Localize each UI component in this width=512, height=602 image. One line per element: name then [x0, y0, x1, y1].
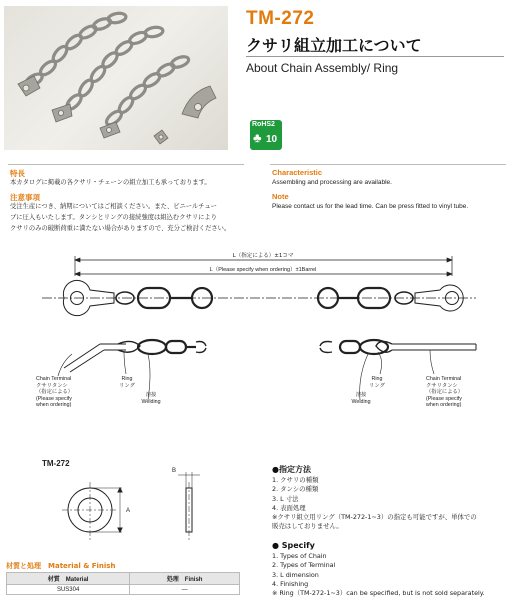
ring-part-svg [40, 462, 290, 552]
notes-heading-en: Note [272, 192, 289, 201]
material-cell: SUS304 [7, 585, 130, 595]
list-item: 3. L 寸法 [272, 494, 299, 503]
product-code: TM-272 [246, 8, 315, 29]
dimension-label-en: L（Please specify when ordering）±1Barrel [209, 267, 317, 273]
assembly-drawing-svg [0, 246, 512, 446]
right-ring-label: Ring リング [369, 376, 385, 389]
rohs-number: 10 [266, 134, 278, 145]
table-row [7, 585, 240, 595]
list-item: 販売はしておりません。 [272, 522, 343, 531]
specify-heading-jp: ●指定方法 [272, 465, 311, 474]
notes-line: 受注生産につき、納期についてはご相談ください。また、ビニールチュー [10, 203, 217, 210]
section-divider-right [270, 164, 506, 165]
title-divider [246, 56, 504, 57]
notes-text-jp [10, 201, 230, 234]
list-item: 2. Types of Terminal [272, 561, 336, 570]
dimension-label-jp: L（指定による）±1コマ [232, 253, 294, 259]
specify-list-jp [272, 476, 477, 532]
page-title-en: About Chain Assembly/ Ring [246, 61, 399, 75]
assembly-drawing [0, 246, 512, 446]
finish-column-header: 処理 Finish [130, 573, 240, 585]
section-divider-left [8, 164, 244, 165]
features-heading-en: Characteristic [272, 168, 323, 177]
material-table [6, 572, 240, 595]
list-item: 1. クサリの種類 [272, 476, 319, 484]
right-terminal-label: Chain Terminal クサリタンシ （指定による） (Please specify when ordering) [426, 376, 464, 408]
features-text-jp: 本カタログに掲載の各クサリ・チェーンの組立加工も承っております。 [10, 179, 211, 186]
list-item: ※クサリ組立用リング（TM-272-1~3）の指定も可能ですが、単体での [272, 513, 477, 522]
leaf-icon: ♣ [253, 130, 262, 145]
ring-part-drawing [40, 462, 290, 552]
product-photo [4, 6, 228, 150]
list-item: 3. L dimension [272, 570, 319, 579]
list-item: 2. タンシの種類 [272, 485, 319, 494]
rohs-label: RoHS2 [252, 121, 275, 128]
list-item: 4. 表面処理 [272, 503, 306, 512]
features-heading-jp: 特長 [10, 169, 25, 178]
left-weld-label: 溶接 Welding [141, 392, 161, 405]
rohs-badge [250, 120, 282, 150]
left-terminal-label: Chain Terminal クサリタンシ （指定による） (Please specify when ordering) [36, 376, 74, 408]
material-section-title: 材質と処理 Material & Finish [6, 562, 116, 570]
notes-line: クサリのみの破断荷重に満たない場合がありますので、充分ご検討ください。 [10, 225, 231, 232]
notes-text-en: Please contact us for the lead time. Can be press fitted to vinyl tube. [272, 203, 469, 210]
chain-assembly-photo [4, 6, 228, 150]
right-weld-label: 溶接 Welding [351, 392, 371, 405]
page-title-jp: クサリ組立加工について [246, 36, 422, 55]
list-item: ※ Ring（TM-272-1~3）can be specified, but is not sold separately. [272, 589, 485, 598]
specify-heading-en: ● Specify [272, 541, 315, 550]
material-column-header: 材質 Material [7, 573, 130, 585]
dim-b-label: B [172, 468, 177, 474]
list-item: 4. Finishing [272, 579, 309, 588]
part-label: TM-272 [42, 459, 70, 468]
finish-cell: — [130, 585, 240, 595]
dim-a-label: A [126, 508, 131, 514]
features-text-en: Assembling and processing are available. [272, 179, 392, 186]
specify-list-en [272, 552, 485, 598]
notes-heading-jp: 注意事項 [10, 193, 40, 202]
left-ring-label: Ring リング [119, 376, 135, 389]
notes-line: ブに圧入もいたします。タンシとリングの接続強度は組込むクサリにより [10, 214, 218, 221]
list-item: 1. Types of Chain [272, 552, 327, 560]
